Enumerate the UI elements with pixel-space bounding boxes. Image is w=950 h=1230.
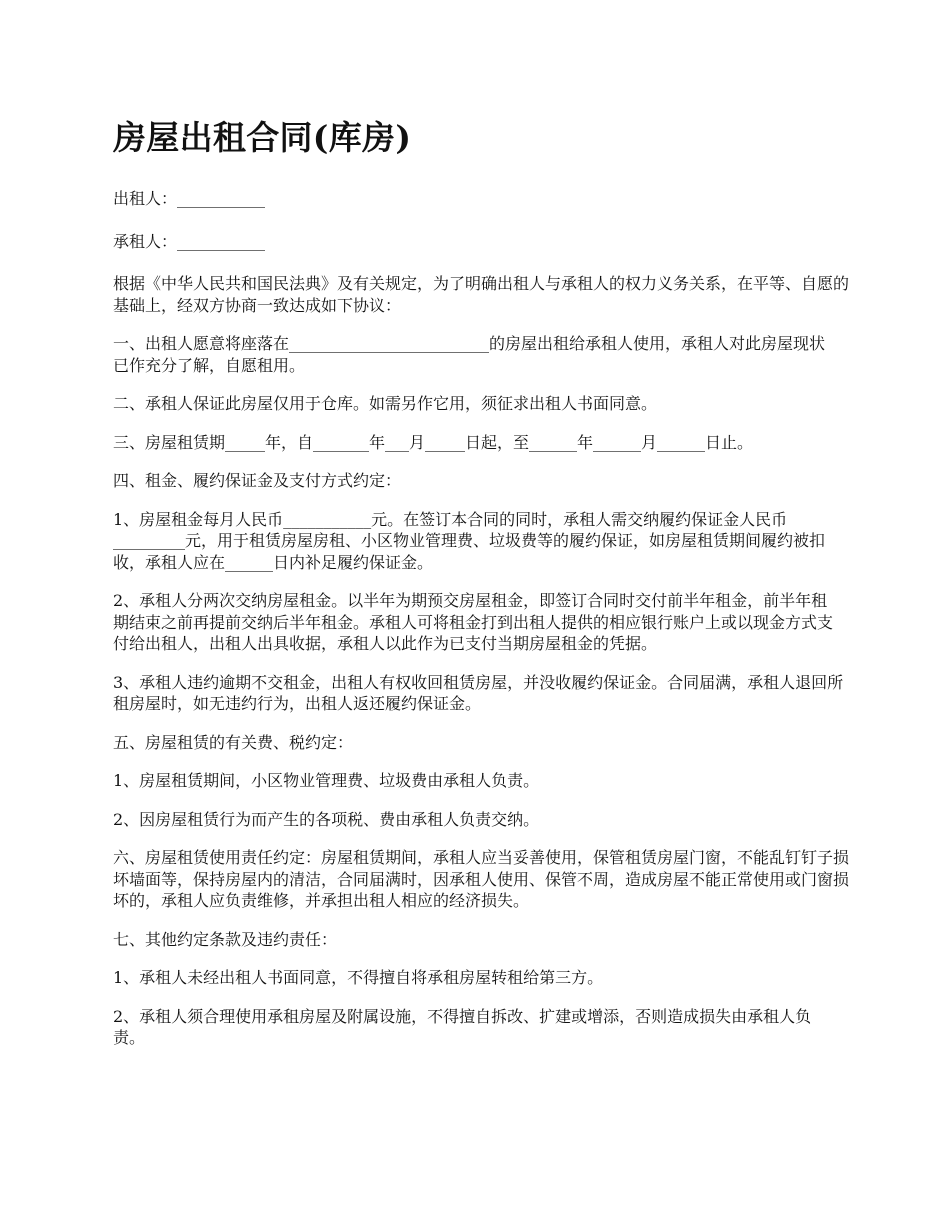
- clause-7-item-1: 1、承租人未经出租人书面同意，不得擅自将承租房屋转租给第三方。: [113, 968, 604, 987]
- clause-5-item-2: 2、因房屋租赁行为而产生的各项税、费由承租人负责交纳。: [113, 809, 540, 829]
- clause-7-heading: 七、其他约定条款及违约责任：: [113, 929, 338, 949]
- clause-4-item-2: 2、承租人分两次交纳房屋租金。以半年为期预交房屋租金，即签订合同时交付前半年租金，前半年租期结束之前再提前交纳后半年租金。承租人可将租金打到出租人提供的相应银行账户上或以现金方式支付给出租人，出租人出具收据，承租人以此作为已支付当期房屋租金的凭据。: [113, 591, 834, 653]
- clause-7-item-2: 2、承租人须合理使用承租房屋及附属设施，不得擅自拆改、扩建或增添，否则造成损失由承租人负责。: [113, 1006, 812, 1047]
- clause-4-item-1: 1、房屋租金每月人民币___________元。在签订本合同的同时，承租人需交纳履约保证金人民币_________元，用于租赁房屋房租、小区物业管理费、垃圾费等的履约保证，如房屋租赁期间履约被扣收，承租人应在______日内补足履约保证金。: [113, 509, 826, 572]
- clause-4-item-3: 3、承租人违约逾期不交租金，出租人有权收回租赁房屋，并没收履约保证金。合同届满，承租人退回所租房屋时，如无违约行为，出租人返还履约保证金。: [113, 672, 844, 713]
- clause-4-heading: 四、租金、履约保证金及支付方式约定：: [113, 471, 402, 490]
- lessor-line: 出租人：___________: [113, 189, 266, 208]
- clause-6: 六、房屋租赁使用责任约定：房屋租赁期间，承租人应当妥善使用，保管租赁房屋门窗，不能乱钉钉子损坏墙面等，保持房屋内的清洁，合同届满时，因承租人使用、保管不周，造成房屋不能正常使用或门窗损坏的，承租人应负责维修，并承担出租人相应的经济损失。: [113, 848, 850, 910]
- clause-5-heading: 五、房屋租赁的有关费、税约定：: [113, 732, 354, 752]
- clause-2: 二、承租人保证此房屋仅用于仓库。如需另作它用，须征求出租人书面同意。: [113, 394, 658, 413]
- document-page: [113, 112, 858, 1066]
- clause-1: 一、出租人愿意将座落在_________________________的房屋出租给承租人使用，承租人对此房屋现状已作充分了解，自愿租用。: [113, 334, 826, 375]
- lessee-line: 承租人：___________: [113, 231, 266, 251]
- document-title: 房屋出租合同(库房): [113, 118, 412, 157]
- clause-5-item-1: 1、房屋租赁期间，小区物业管理费、垃圾费由承租人负责。: [113, 771, 540, 790]
- clause-3: 三、房屋租赁期_____年，自_______年___月_____日起，至______年______月______日止。: [113, 432, 754, 452]
- preamble-paragraph: 根据《中华人民共和国民法典》及有关规定，为了明确出租人与承租人的权力义务关系，在平等、自愿的基础上，经双方协商一致达成如下协议：: [113, 274, 850, 315]
